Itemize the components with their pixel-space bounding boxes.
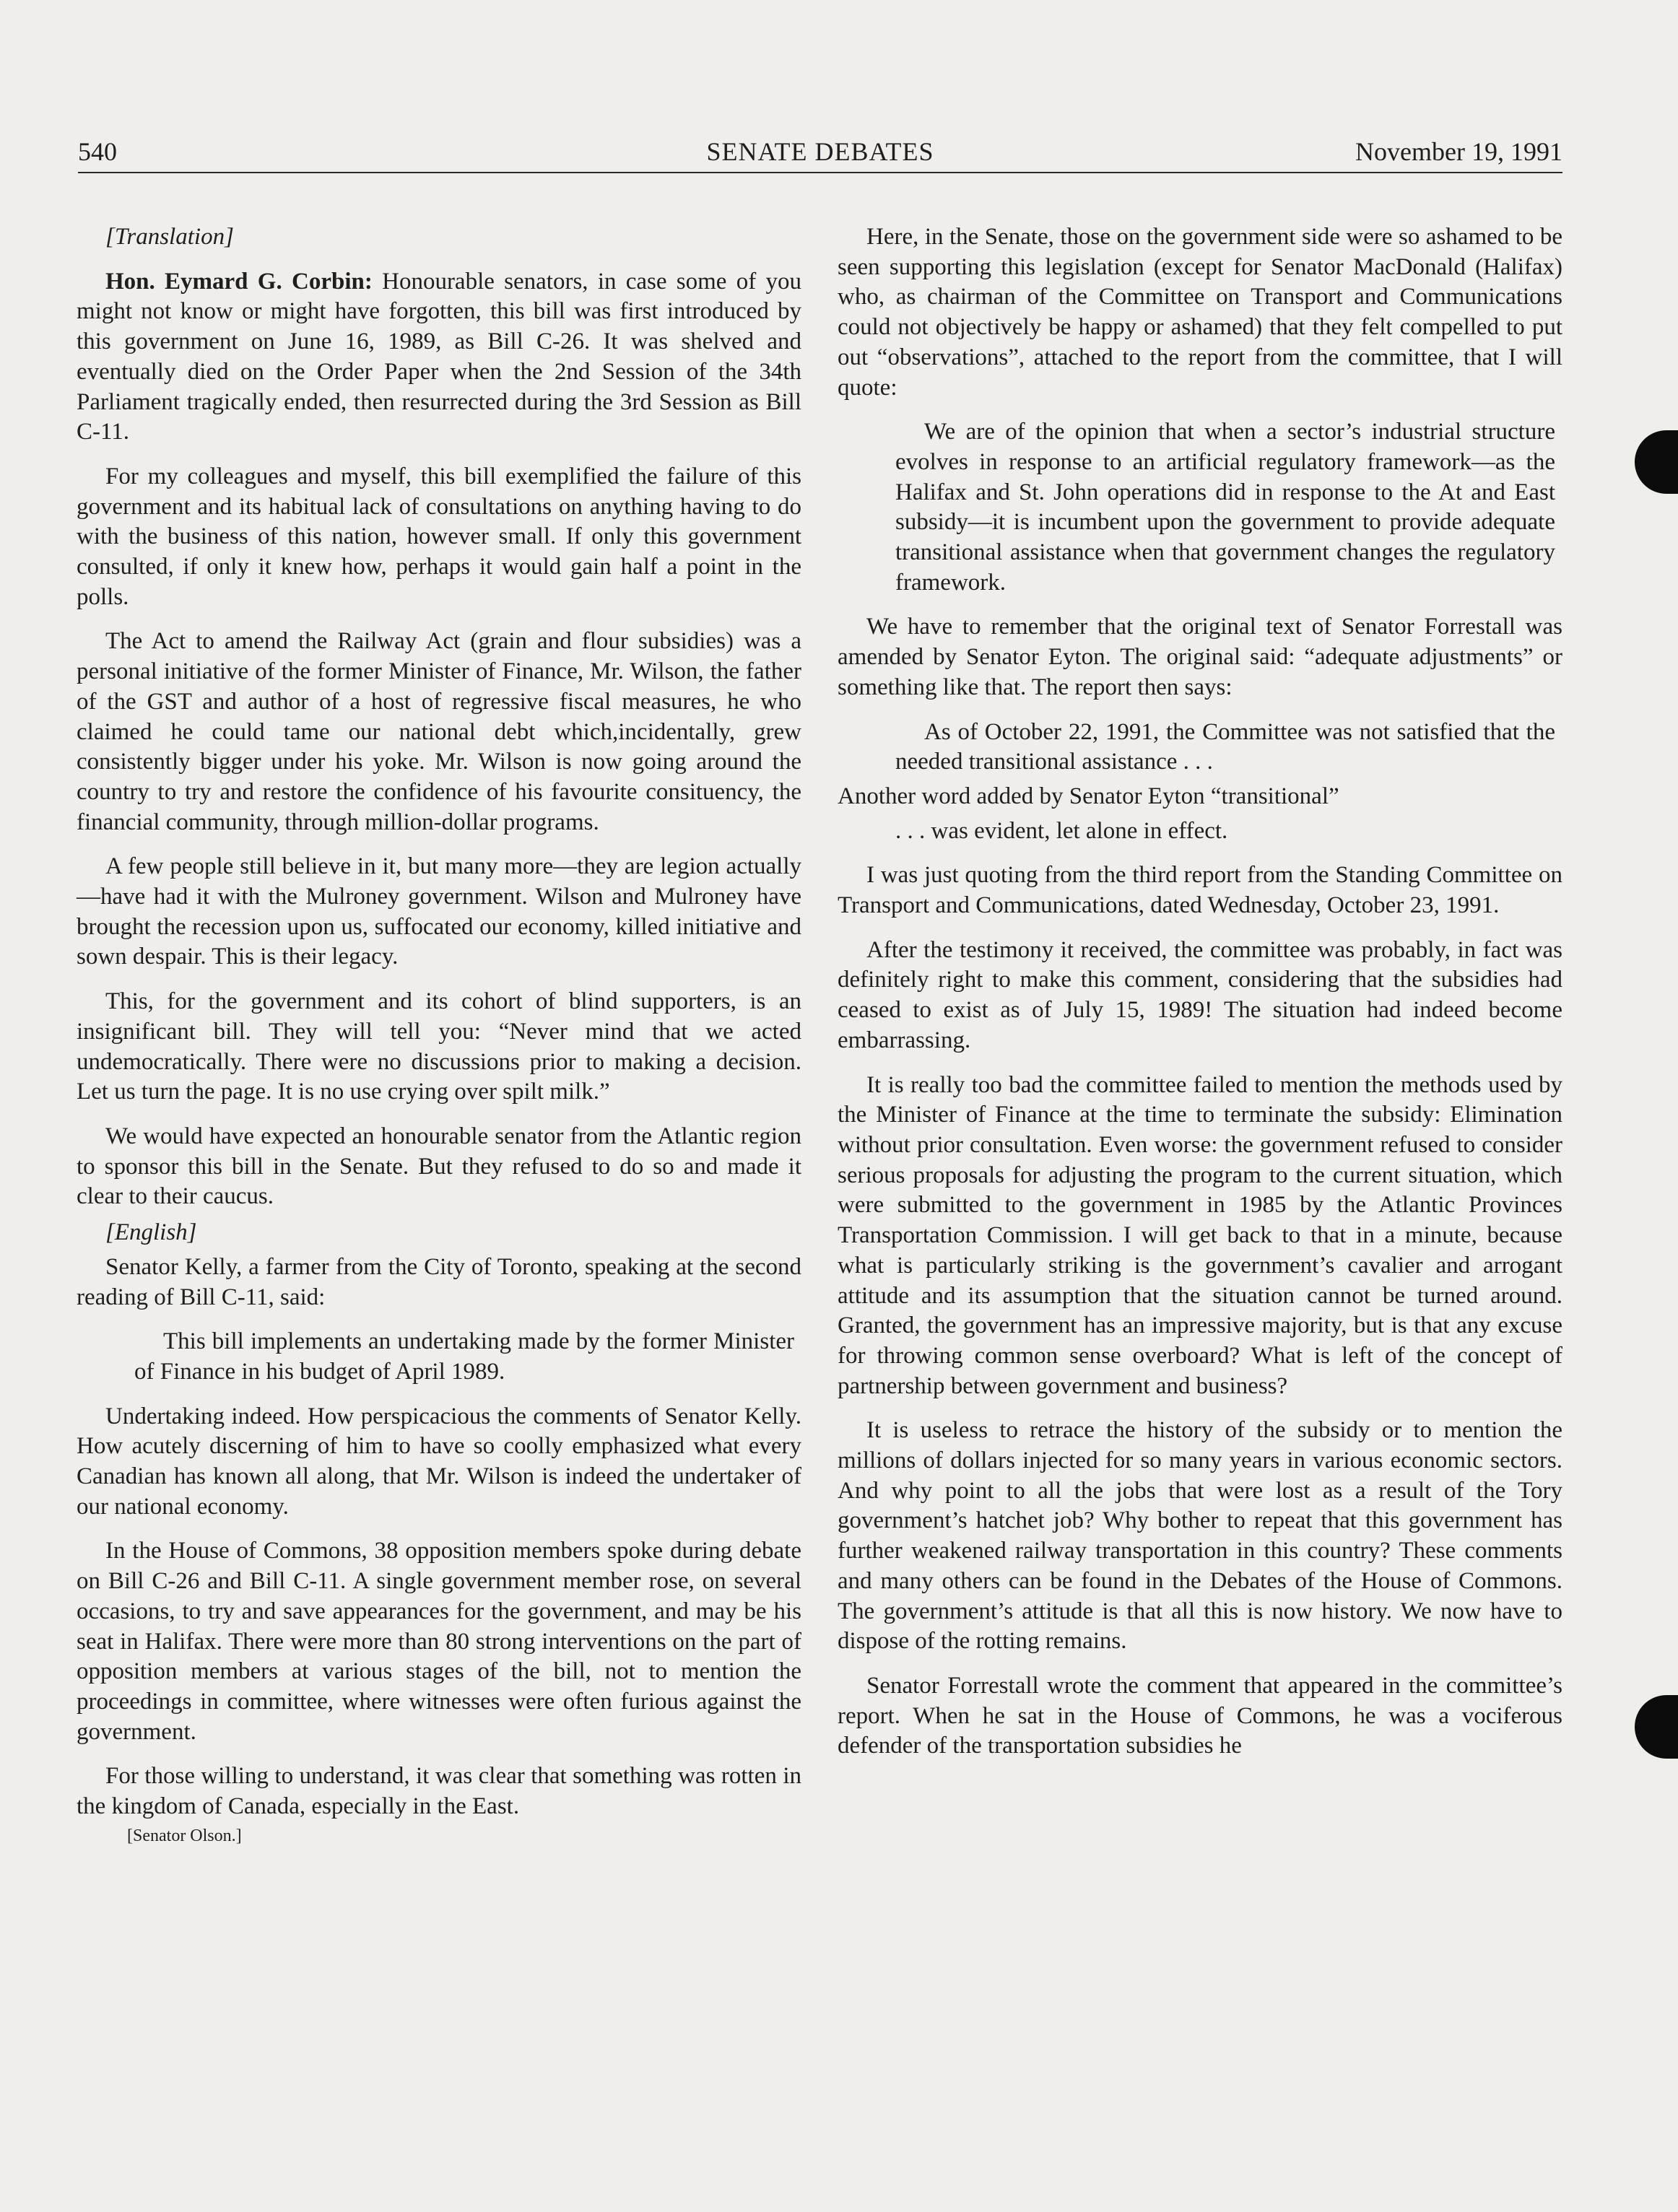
paragraph: I was just quoting from the third report from the Standing Committee on Transport and Communications, dated Wednesday, October 23, 1991. — [838, 862, 1562, 919]
right-column — [838, 222, 1562, 1776]
block-quote: We are of the opinion that when a sector’s industrial structure evolves in response to an artificial regulatory framework—as the Halifax and St. John operations did in response to the At and East subsidy—it is incumbent upon the government to provide adequate transitional assistance when that government changes the regulatory framework. — [895, 419, 1555, 596]
block-quote: This bill implements an undertaking made by the former Minister of Finance in his budget of April 1989. — [134, 1328, 794, 1385]
paragraph: Undertaking indeed. How perspicacious the comments of Senator Kelly. How acutely discerning of him to have so coolly emphasized what every Canadian has known all along, that Mr. Wilson is indeed the undertaker of our national economy. — [77, 1403, 801, 1520]
speaker-name: Hon. Eymard G. Corbin: — [105, 268, 373, 295]
paragraph: It is really too bad the committee failed to mention the methods used by the Minister of Finance at the time to terminate the subsidy: Elimination without prior consultation. Even worse: the government refused to consider serious proposals for adjusting the program to the current situation, which were submitted to the government in 1985 by the Atlantic Provinces Transportation Commission. I will get back to that in a minute, because what is particularly striking is the government’s cavalier and arrogant attitude and its assumption that the situation cannot be turned around. Granted, the government has an impressive majority, but is that any excuse for throwing common sense overboard? What is left of the concept of partnership between government and business? — [838, 1071, 1562, 1399]
paragraph: The Act to amend the Railway Act (grain and flour subsidies) was a personal initiative of the former Minister of Finance, Mr. Wilson, the father of the GST and author of a host of regressive fiscal measures, he who claimed he could tame our national debt which,incidentally, grew consistently bigger under his yoke. Mr. Wilson is now going around the country to try and restore the confidence of his favourite consituency, the financial community, through million-dollar programs. — [77, 628, 801, 835]
page-date: November 19, 1991 — [1355, 137, 1562, 166]
paragraph: For my colleagues and myself, this bill exemplified the failure of this government and its habitual lack of consultations on anything having to do with the business of this nation, however small. If only this government consulted, if only it knew how, perhaps it would gain half a point in the polls. — [77, 463, 801, 610]
paragraph: Another word added by Senator Eyton “transitional” — [838, 783, 1339, 809]
language-tag-english: [English] — [105, 1219, 197, 1246]
paragraph: This, for the government and its cohort of blind supporters, is an insignificant bill. They will tell you: “Never mind that we acted undemocratically. There were no discussions prior to making a decision. Let us turn the page. It is no use crying over spilt milk.” — [77, 988, 801, 1105]
paragraph: After the testimony it received, the committee was probably, in fact was definitely right to make this comment, considering that the subsidies had ceased to exist as of July 15, 1989! The situation had indeed become embarrassing. — [838, 936, 1562, 1053]
paragraph — [77, 267, 801, 448]
publication-title: SENATE DEBATES — [706, 137, 934, 166]
paragraph: It is useless to retrace the history of the subsidy or to mention the millions of dollars injected for so many years in various economic sectors. And why point to all the jobs that were lost as a result of the Tory government’s hatchet job? Why bother to repeat that this government has further weakened railway transportation in this country? These comments and many others can be found in the Debates of the House of Commons. The government’s attitude is that all this is now history. We now have to dispose of the rotting remains. — [838, 1417, 1562, 1655]
left-column — [77, 222, 801, 1861]
paragraph: We would have expected an honourable senator from the Atlantic region to sponsor this bill in the Senate. But they refused to do so and made it clear to their caucus. — [77, 1123, 801, 1210]
page-header — [78, 131, 1562, 173]
speaker-continuation-note: [Senator Olson.] — [127, 1826, 242, 1845]
paragraph: For those willing to understand, it was clear that something was rotten in the kingdom of Canada, especially in the East. — [77, 1763, 801, 1820]
paragraph: A few people still believe in it, but many more—they are legion actually—have had it with the Mulroney government. Wilson and Mulroney have brought the recession upon us, suffocated our economy, killed initiative and sown despair. This is their legacy. — [77, 853, 801, 970]
paragraph: We have to remember that the original text of Senator Forrestall was amended by Senator Eyton. The original said: “adequate adjustments” or something like that. The report then says: — [838, 614, 1562, 700]
block-quote: As of October 22, 1991, the Committee was not satisfied that the needed transitional assistance . . . — [895, 718, 1555, 775]
language-tag-translation: [Translation] — [105, 224, 234, 250]
paragraph: Senator Kelly, a farmer from the City of Toronto, speaking at the second reading of Bill C-11, said: — [77, 1253, 801, 1310]
paragraph: Senator Forrestall wrote the comment that appeared in the committee’s report. When he sat in the House of Commons, he was a vociferous defender of the transportation subsidies he — [838, 1672, 1562, 1759]
paragraph: Here, in the Senate, those on the government side were so ashamed to be seen supporting this legislation (except for Senator MacDonald (Halifax) who, as chairman of the Committee on Transport and Communications could not objectively be happy or ashamed) that they felt compelled to put out “observations”, attached to the report from the committee, that I will quote: — [838, 224, 1562, 401]
block-quote: . . . was evident, let alone in effect. — [895, 817, 1228, 844]
binder-hole-upper — [1635, 430, 1678, 494]
binder-hole-lower — [1635, 1695, 1678, 1759]
paragraph: In the House of Commons, 38 opposition members spoke during debate on Bill C-26 and Bill C-11. A single government member rose, on several occasions, to try and save appearances for the government, and may be his seat in Halifax. There were more than 80 strong interventions on the part of opposition members at various stages of the bill, not to mention the proceedings in committee, where witnesses were often furious against the government. — [77, 1538, 801, 1745]
speech-text: Honourable senators, in case some of you might not know or might have forgotten, this bill was first introduced by this government on June 16, 1989, as Bill C-26. It was shelved and eventually died on the Order Paper when the 2nd Session of the 34th Parliament tragically ended, then resurrected during the 3rd Session as Bill C-11. — [77, 268, 801, 445]
page-number: 540 — [78, 137, 117, 166]
